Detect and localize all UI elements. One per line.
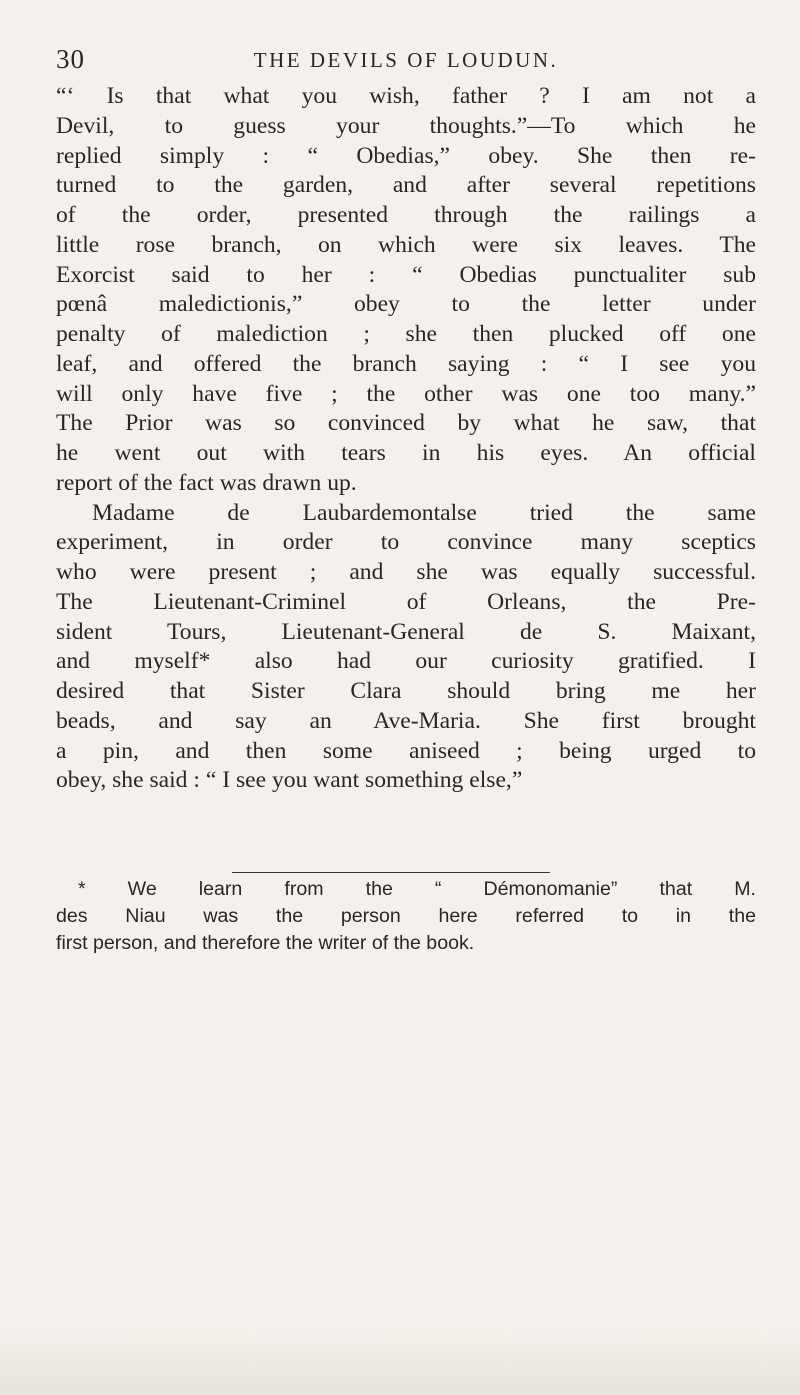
footnote-line: des Niau was the person here referred to in the [56, 905, 756, 927]
running-title: THE DEVILS OF LOUDUN. [253, 48, 559, 72]
footnote-divider [232, 872, 550, 873]
text-line: penalty of malediction ; she then plucked off one [56, 321, 756, 347]
footnote [56, 876, 756, 957]
text-line: Madame de Laubardemontalse tried the same [92, 499, 756, 526]
page-bottom-shading [0, 1325, 800, 1395]
text-line: obey, she said : “ I see you want something else,” [56, 767, 523, 794]
text-line: replied simply : “ Obedias,” obey. She then re- [56, 142, 756, 169]
text-line: turned to the garden, and after several repetitions [56, 172, 756, 199]
footnote-line: * We learn from the “ Démonomanie” that M. [78, 878, 756, 900]
text-line: who were present ; and she was equally successful. [56, 559, 756, 585]
text-line: experiment, in order to convince many sceptics [56, 529, 756, 556]
text-line: Exorcist said to her : “ Obedias punctualiter sub [56, 261, 756, 288]
text-line: little rose branch, on which were six leaves. The [56, 231, 756, 258]
text-line: leaf, and offered the branch saying : “ I see you [56, 350, 756, 377]
text-line: sident Tours, Lieutenant-General de S. Maixant, [56, 618, 756, 645]
page-number: 30 [56, 44, 85, 74]
text-line: beads, and say an Ave-Maria. She first brought [56, 707, 756, 734]
text-line: he went out with tears in his eyes. An official [56, 440, 756, 466]
text-line: report of the fact was drawn up. [56, 469, 357, 496]
text-line: of the order, presented through the railings a [56, 202, 756, 228]
text-line: “‘ Is that what you wish, father ? I am not a [56, 83, 756, 109]
text-line: pœnâ maledictionis,” obey to the letter under [56, 291, 756, 318]
text-line: The Prior was so convinced by what he saw, that [56, 410, 756, 437]
text-line: desired that Sister Clara should bring me her [56, 678, 756, 704]
text-line: and myself* also had our curiosity gratified. I [56, 648, 756, 675]
text-line: Devil, to guess your thoughts.”—To which he [56, 112, 756, 139]
body-text [56, 82, 756, 796]
text-line: a pin, and then some aniseed ; being urged to [56, 737, 756, 764]
footnote-line: first person, and therefore the writer of the book. [56, 932, 475, 954]
text-line: The Lieutenant-Criminel of Orleans, the Pre- [56, 588, 756, 615]
running-head [56, 44, 756, 78]
text-line: will only have five ; the other was one too many.” [56, 380, 756, 407]
